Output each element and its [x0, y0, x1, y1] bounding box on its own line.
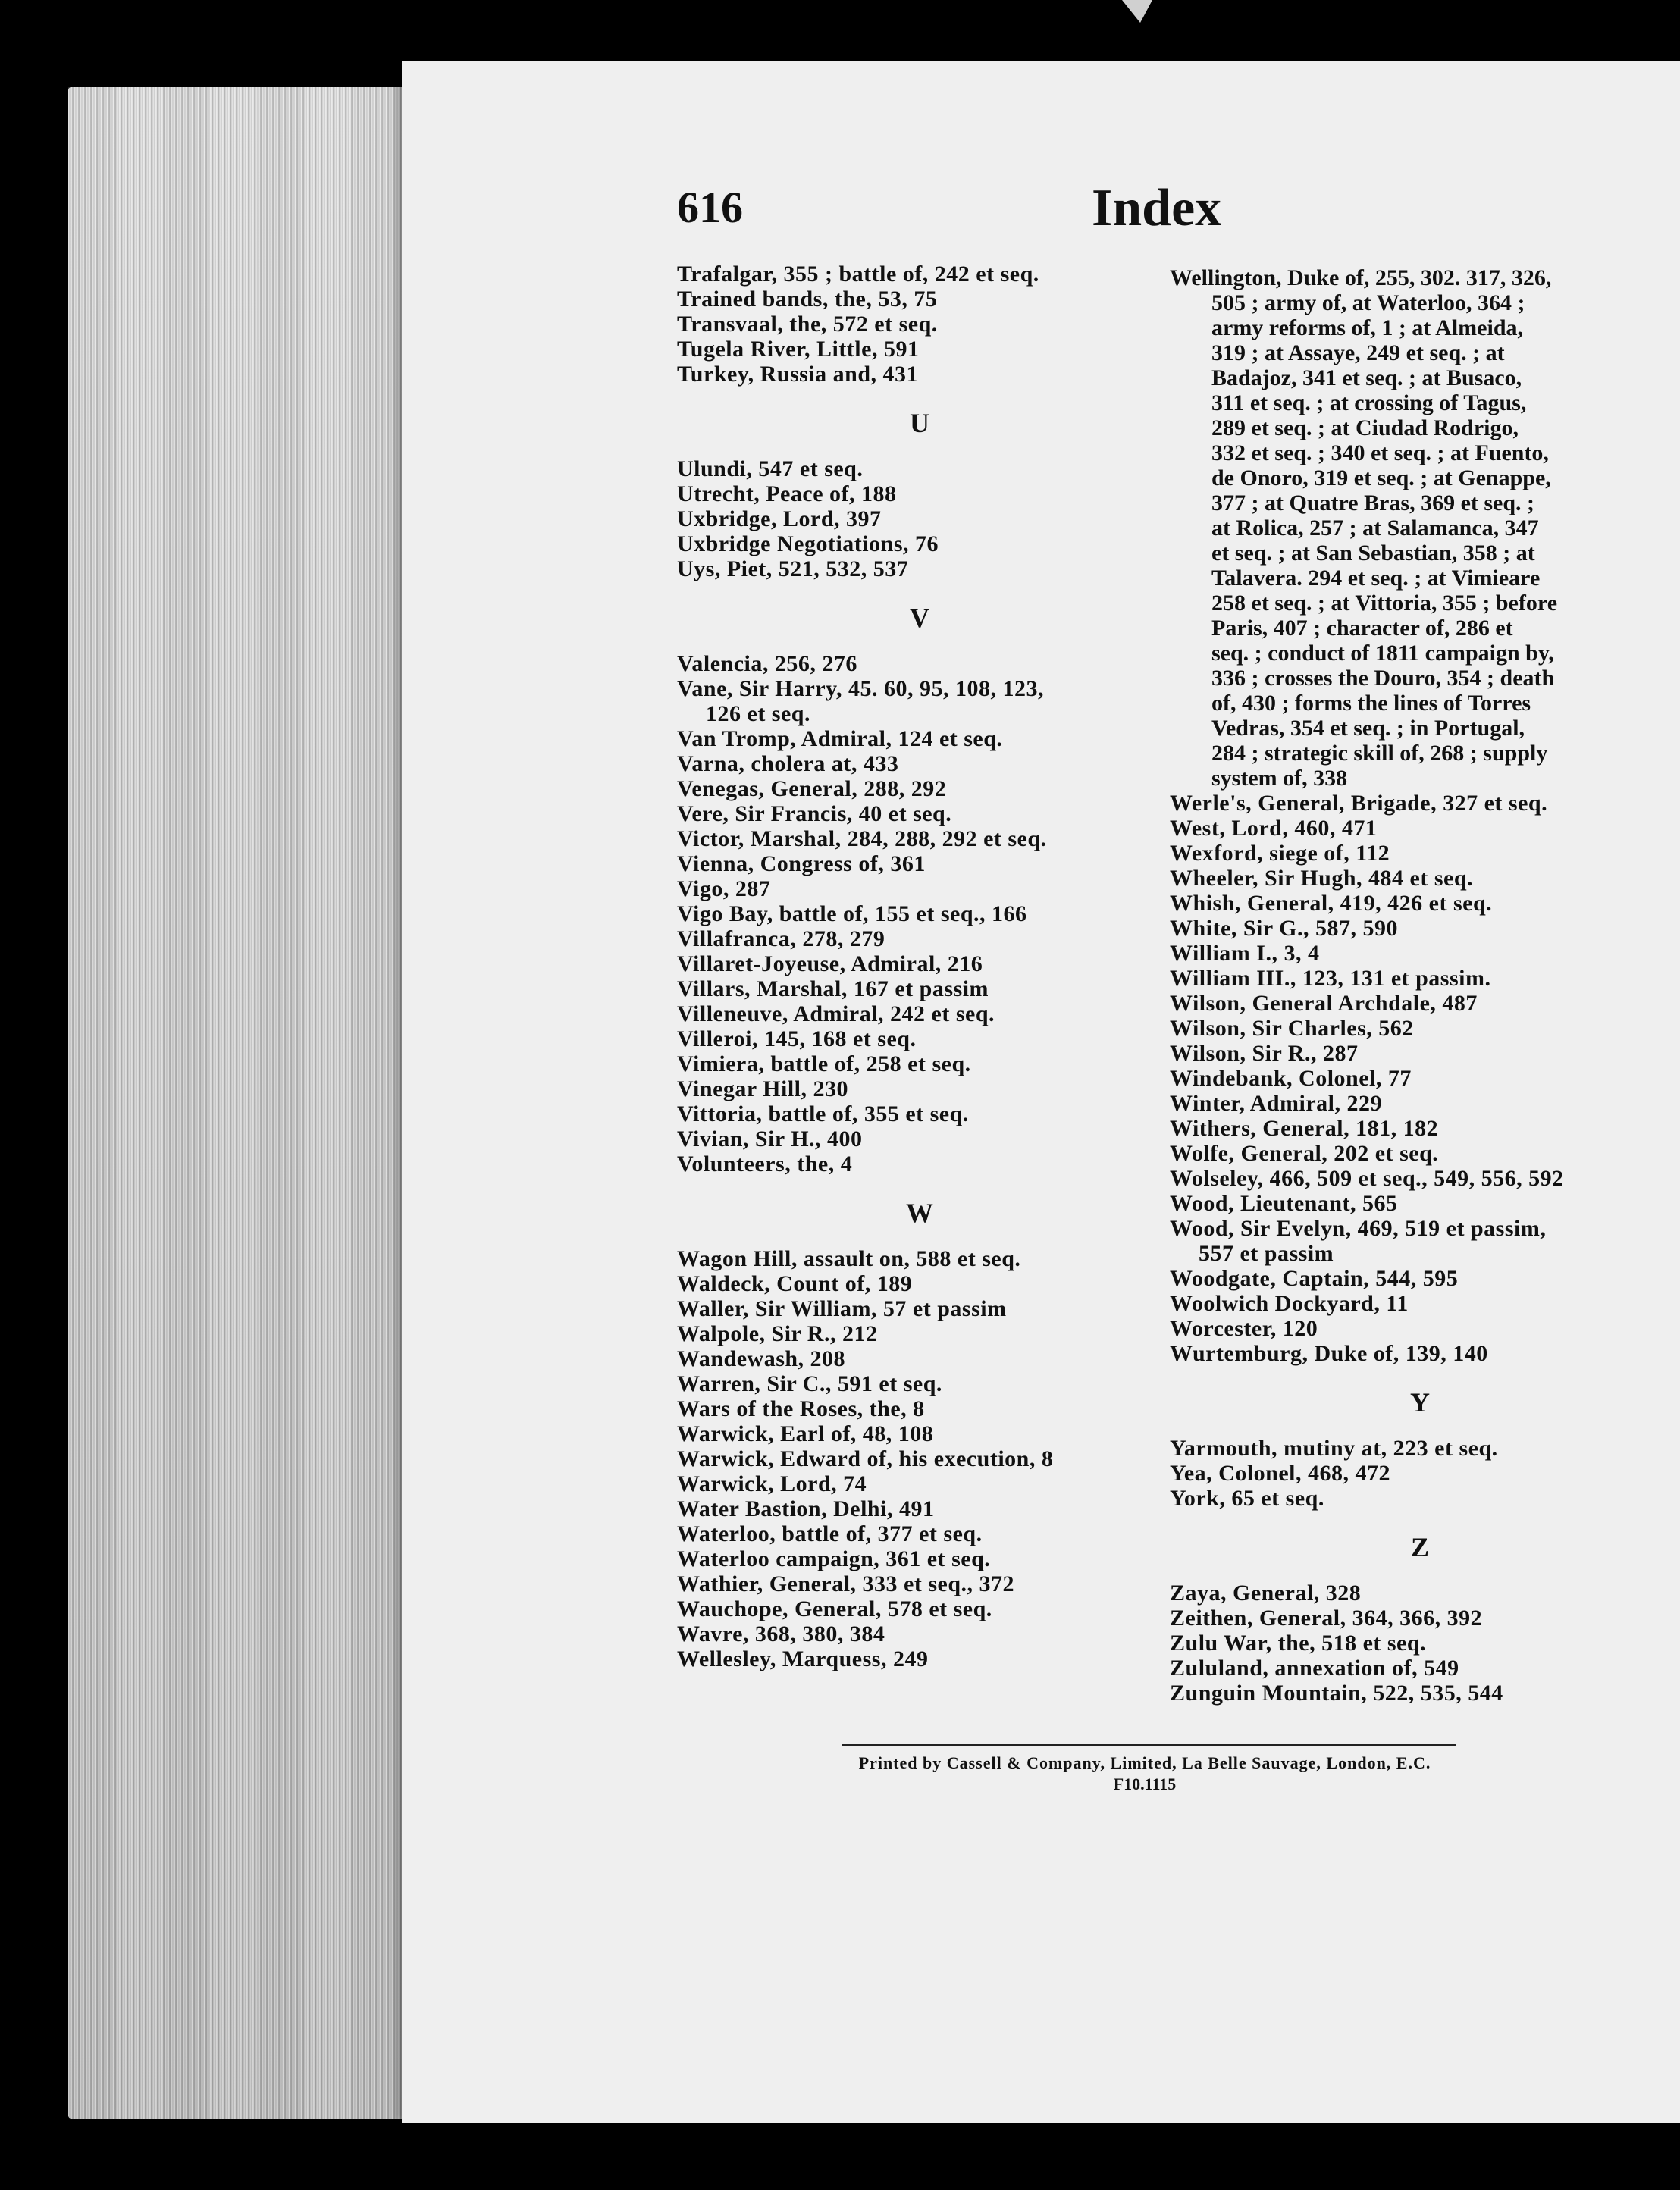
index-entry-continuation: 557 et passim — [1199, 1241, 1334, 1266]
index-entry-line: 284 ; strategic skill of, 268 ; supply — [1211, 741, 1548, 766]
index-entry-line: at Rolica, 257 ; at Salamanca, 347 — [1211, 515, 1539, 540]
section-letter-heading: Y — [1410, 1387, 1430, 1418]
index-entry-line: Vedras, 354 et seq. ; in Portugal, — [1211, 716, 1525, 741]
index-entry: Uxbridge Negotiations, 76 — [677, 531, 939, 556]
index-entry: Tugela River, Little, 591 — [677, 337, 920, 362]
index-entry: Vigo, 287 — [677, 876, 771, 901]
index-entry: Villeroi, 145, 168 et seq. — [677, 1026, 917, 1051]
index-entry: Wars of the Roses, the, 8 — [677, 1396, 925, 1421]
index-entry: Victor, Marshal, 284, 288, 292 et seq. — [677, 826, 1047, 851]
page-number: 616 — [677, 183, 743, 232]
section-letter-heading: Z — [1410, 1532, 1429, 1562]
index-entry: Vigo Bay, battle of, 155 et seq., 166 — [677, 901, 1027, 926]
index-entry: Wathier, General, 333 et seq., 372 — [677, 1571, 1015, 1596]
print-code: F10.1115 — [1113, 1775, 1177, 1794]
section-letter-heading: W — [906, 1198, 933, 1228]
index-entry: Wandewash, 208 — [677, 1346, 846, 1371]
index-entry-line: system of, 338 — [1211, 766, 1348, 791]
section-letter-heading: U — [910, 408, 929, 438]
index-entry: West, Lord, 460, 471 — [1170, 816, 1378, 841]
index-entry: Wauchope, General, 578 et seq. — [677, 1596, 992, 1621]
index-entry: Waller, Sir William, 57 et passim — [677, 1296, 1007, 1321]
index-entry: Villeneuve, Admiral, 242 et seq. — [677, 1001, 995, 1026]
index-entry: Wheeler, Sir Hugh, 484 et seq. — [1170, 866, 1474, 891]
index-entry: Winter, Admiral, 229 — [1170, 1091, 1383, 1116]
index-entry: Windebank, Colonel, 77 — [1170, 1066, 1412, 1091]
index-entry: Wilson, Sir R., 287 — [1170, 1041, 1359, 1066]
index-entry: Venegas, General, 288, 292 — [677, 776, 947, 801]
index-entry: Whish, General, 419, 426 et seq. — [1170, 891, 1493, 916]
index-entry: Zululand, annexation of, 549 — [1170, 1656, 1459, 1681]
index-entry-line: et seq. ; at San Sebastian, 358 ; at — [1211, 540, 1535, 566]
book-page-edges — [68, 87, 402, 2119]
index-entry-line: 332 et seq. ; 340 et seq. ; at Fuento, — [1211, 440, 1549, 465]
index-entry: Warwick, Lord, 74 — [677, 1471, 867, 1496]
index-entry-line: Paris, 407 ; character of, 286 et — [1211, 616, 1513, 641]
index-entry: Wellesley, Marquess, 249 — [677, 1646, 929, 1671]
index-entry: Volunteers, the, 4 — [677, 1151, 853, 1176]
index-entry: Trained bands, the, 53, 75 — [677, 287, 938, 312]
index-entry: Wolseley, 466, 509 et seq., 549, 556, 592 — [1170, 1166, 1564, 1191]
index-entry: Wurtemburg, Duke of, 139, 140 — [1170, 1341, 1488, 1366]
index-entry: Wexford, siege of, 112 — [1170, 841, 1390, 866]
footer-rule — [842, 1744, 1456, 1746]
section-letter-heading: V — [910, 603, 929, 633]
index-entry: Zunguin Mountain, 522, 535, 544 — [1170, 1681, 1503, 1706]
index-entry-line: 319 ; at Assaye, 249 et seq. ; at — [1211, 340, 1505, 365]
index-entry: Withers, General, 181, 182 — [1170, 1116, 1439, 1141]
index-entry: Uxbridge, Lord, 397 — [677, 506, 882, 531]
printer-imprint: Printed by Cassell & Company, Limited, La Belle Sauvage, London, E.C. — [858, 1753, 1431, 1772]
index-entry: Wagon Hill, assault on, 588 et seq. — [677, 1246, 1021, 1271]
index-entry: Van Tromp, Admiral, 124 et seq. — [677, 726, 1003, 751]
index-entry-line: 336 ; crosses the Douro, 354 ; death — [1211, 666, 1555, 691]
index-entry: Trafalgar, 355 ; battle of, 242 et seq. — [677, 262, 1039, 287]
index-entry: Wood, Lieutenant, 565 — [1170, 1191, 1398, 1216]
index-entry-line: 311 et seq. ; at crossing of Tagus, — [1211, 390, 1527, 415]
index-entry: Worcester, 120 — [1170, 1316, 1318, 1341]
index-entry-wellington — [1170, 265, 1670, 791]
index-entry-line: Talavera. 294 et seq. ; at Vimieare — [1211, 566, 1541, 591]
index-column-left — [677, 262, 1162, 1671]
index-entry: Villafranca, 278, 279 — [677, 926, 885, 951]
index-entry-line: Wellington, Duke of, 255, 302. 317, 326, — [1170, 265, 1552, 290]
index-entry: Wolfe, General, 202 et seq. — [1170, 1141, 1439, 1166]
index-entry: Warwick, Earl of, 48, 108 — [677, 1421, 934, 1446]
index-entry: Villars, Marshal, 167 et passim — [677, 976, 989, 1001]
index-entry: Woolwich Dockyard, 11 — [1170, 1291, 1409, 1316]
book-top-tab — [1122, 0, 1152, 23]
index-entry: Turkey, Russia and, 431 — [677, 362, 919, 387]
index-entry: Wilson, Sir Charles, 562 — [1170, 1016, 1414, 1041]
index-entry: Wood, Sir Evelyn, 469, 519 et passim, — [1170, 1216, 1547, 1241]
index-entry: Zulu War, the, 518 et seq. — [1170, 1631, 1427, 1656]
index-entry: White, Sir G., 587, 590 — [1170, 916, 1398, 941]
index-entry: Vienna, Congress of, 361 — [677, 851, 926, 876]
index-entry: Utrecht, Peace of, 188 — [677, 481, 897, 506]
index-entry: Woodgate, Captain, 544, 595 — [1170, 1266, 1459, 1291]
index-column-right-entries — [1170, 791, 1670, 1706]
index-entry: Uys, Piet, 521, 532, 537 — [677, 556, 909, 581]
index-entry: Zaya, General, 328 — [1170, 1581, 1362, 1606]
index-entry: Zeithen, General, 364, 366, 392 — [1170, 1606, 1483, 1631]
index-entry-continuation: 126 et seq. — [706, 701, 810, 726]
index-entry: Yarmouth, mutiny at, 223 et seq. — [1170, 1436, 1498, 1461]
index-entry: York, 65 et seq. — [1170, 1486, 1324, 1511]
index-entry: Vane, Sir Harry, 45. 60, 95, 108, 123, — [677, 676, 1045, 701]
index-entry-line: of, 430 ; forms the lines of Torres — [1211, 691, 1531, 716]
index-entry: Walpole, Sir R., 212 — [677, 1321, 878, 1346]
index-entry: Werle's, General, Brigade, 327 et seq. — [1170, 791, 1548, 816]
index-entry: Water Bastion, Delhi, 491 — [677, 1496, 935, 1521]
index-entry-line: 377 ; at Quatre Bras, 369 et seq. ; — [1211, 490, 1535, 515]
index-entry: Vere, Sir Francis, 40 et seq. — [677, 801, 952, 826]
index-entry: Ulundi, 547 et seq. — [677, 456, 864, 481]
index-entry: Waldeck, Count of, 189 — [677, 1271, 913, 1296]
index-entry-line: Badajoz, 341 et seq. ; at Busaco, — [1211, 365, 1522, 390]
index-entry: William III., 123, 131 et passim. — [1170, 966, 1491, 991]
index-entry: Vittoria, battle of, 355 et seq. — [677, 1101, 969, 1126]
index-entry: Valencia, 256, 276 — [677, 651, 857, 676]
index-entry: Varna, cholera at, 433 — [677, 751, 899, 776]
index-entry-line: 289 et seq. ; at Ciudad Rodrigo, — [1211, 415, 1519, 440]
index-entry-line: 505 ; army of, at Waterloo, 364 ; — [1211, 290, 1525, 315]
index-entry: Vinegar Hill, 230 — [677, 1076, 848, 1101]
index-column-right — [1170, 265, 1670, 1706]
index-entry-line: army reforms of, 1 ; at Almeida, — [1211, 315, 1524, 340]
index-entry: Waterloo campaign, 361 et seq. — [677, 1546, 991, 1571]
index-entry: William I., 3, 4 — [1170, 941, 1320, 966]
index-entry: Yea, Colonel, 468, 472 — [1170, 1461, 1390, 1486]
index-entry: Warwick, Edward of, his execution, 8 — [677, 1446, 1054, 1471]
index-entry: Wavre, 368, 380, 384 — [677, 1621, 885, 1646]
index-entry: Vimiera, battle of, 258 et seq. — [677, 1051, 971, 1076]
index-entry: Wilson, General Archdale, 487 — [1170, 991, 1478, 1016]
index-entry: Waterloo, battle of, 377 et seq. — [677, 1521, 983, 1546]
page-title: Index — [1092, 179, 1222, 237]
index-entry: Vivian, Sir H., 400 — [677, 1126, 863, 1151]
printer-footer — [773, 1744, 1516, 1794]
index-entry: Transvaal, the, 572 et seq. — [677, 312, 938, 337]
index-entry-line: 258 et seq. ; at Vittoria, 355 ; before — [1211, 591, 1558, 616]
index-entry-line: seq. ; conduct of 1811 campaign by, — [1211, 641, 1554, 666]
index-entry: Villaret-Joyeuse, Admiral, 216 — [677, 951, 983, 976]
index-entry: Warren, Sir C., 591 et seq. — [677, 1371, 942, 1396]
index-entry-line: de Onoro, 319 et seq. ; at Genappe, — [1211, 465, 1551, 490]
